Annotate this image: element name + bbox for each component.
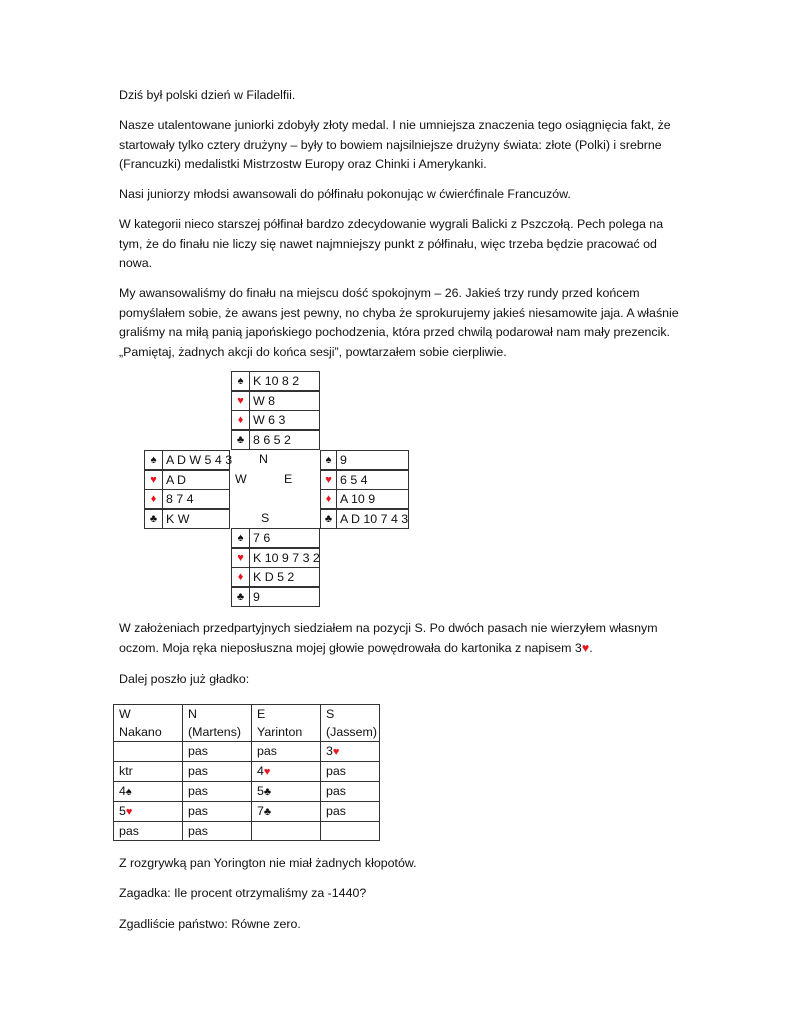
south-club-cards: 9	[249, 587, 320, 607]
south-diamond-cards: K D 5 2	[249, 567, 320, 587]
bid-cell	[252, 802, 321, 822]
bid-cell	[321, 762, 380, 782]
bid-text: pas	[119, 824, 139, 838]
west-spade-cards: A D W 5 4 3	[162, 450, 230, 470]
west-club-cards: K W	[162, 509, 230, 529]
bid-cell	[183, 802, 252, 822]
compass-east: E	[284, 472, 293, 486]
heart-icon: ♥	[581, 640, 590, 655]
bid-text: pas	[326, 784, 346, 798]
continuation-paragraph: Dalej poszło już gładko:	[119, 672, 250, 686]
north-heart-icon: ♥	[231, 391, 250, 411]
bid-cell	[114, 782, 183, 802]
south-spade-cards: 7 6	[249, 528, 320, 548]
compass-north: N	[259, 452, 268, 466]
compass-west: W	[235, 472, 247, 486]
bid-cell	[183, 782, 252, 802]
east-club-icon: ♣	[320, 509, 337, 529]
bid-cell	[183, 822, 252, 841]
bid-text: 3	[326, 744, 333, 758]
puzzle-paragraph: Zagadka: Ile procent otrzymaliśmy za -1440?	[119, 886, 367, 900]
header-player: Nakano	[119, 725, 162, 739]
bid-text: pas	[188, 744, 208, 758]
heart-icon: ♥	[263, 766, 271, 778]
bidding-header-west	[114, 705, 183, 742]
west-spade-icon: ♠	[144, 450, 163, 470]
bid-text: 4	[257, 764, 264, 778]
bid-text: pas	[188, 824, 208, 838]
bid-cell	[321, 782, 380, 802]
east-diamond-cards: A 10 9	[336, 489, 409, 509]
south-spade-icon: ♠	[231, 528, 250, 548]
north-club-cards: 8 6 5 2	[249, 430, 320, 450]
south-heart-cards: K 10 9 7 3 2	[249, 548, 320, 568]
east-heart-cards: 6 5 4	[336, 470, 409, 490]
bid-text: pas	[257, 744, 277, 758]
header-seat: E	[257, 707, 266, 721]
south-diamond-icon: ♦	[231, 567, 250, 587]
west-club-icon: ♣	[144, 509, 163, 529]
answer-paragraph: Zgadliście państwo: Równe zero.	[119, 917, 301, 931]
north-spade-icon: ♠	[231, 371, 250, 391]
bid-cell	[114, 822, 183, 841]
bid-cell	[114, 742, 183, 762]
bid-cell	[321, 802, 380, 822]
bid-cell	[183, 742, 252, 762]
north-club-icon: ♣	[231, 430, 250, 450]
south-club-icon: ♣	[231, 587, 250, 607]
bid-cell	[321, 822, 380, 841]
club-icon: ♣	[263, 786, 272, 798]
spade-icon: ♠	[125, 786, 132, 798]
bid-cell	[252, 782, 321, 802]
bid-text: 7	[257, 804, 264, 818]
bid-text: pas	[188, 784, 208, 798]
east-diamond-icon: ♦	[320, 489, 337, 509]
juniorzy-paragraph: Nasi juniorzy młodsi awansowali do półfinału pokonując w ćwierćfinale Francuzów.	[119, 187, 571, 201]
east-spade-cards: 9	[336, 450, 409, 470]
north-diamond-cards: W 6 3	[249, 410, 320, 430]
bidding-row	[114, 762, 380, 782]
bid-cell	[321, 742, 380, 762]
header-player: (Martens)	[188, 725, 242, 739]
bidding-table	[113, 704, 380, 841]
bidding-header-east	[252, 705, 321, 742]
bid-story-text: W założeniach przedpartyjnych siedziałem na pozycji S. Po dwóch pasach nie wierzyłem własnym oczom. Moja ręka nieposłuszna mojej głowie powędrowała do kartonika z napisem 3	[119, 621, 658, 655]
north-spade-cards: K 10 8 2	[249, 371, 320, 391]
bid-text: pas	[188, 764, 208, 778]
west-diamond-icon: ♦	[144, 489, 163, 509]
bidding-row	[114, 782, 380, 802]
bid-text: pas	[326, 764, 346, 778]
bid-cell	[183, 762, 252, 782]
north-diamond-icon: ♦	[231, 410, 250, 430]
bid-cell	[252, 742, 321, 762]
south-heart-icon: ♥	[231, 548, 250, 568]
bid-text: pas	[326, 804, 346, 818]
east-spade-icon: ♠	[320, 450, 337, 470]
bidding-header-row	[114, 705, 380, 742]
west-diamond-cards: 8 7 4	[162, 489, 230, 509]
header-player: Yarinton	[257, 725, 303, 739]
west-heart-cards: A D	[162, 470, 230, 490]
header-seat: N	[188, 707, 197, 721]
bid-text: 5	[257, 784, 264, 798]
east-heart-icon: ♥	[320, 470, 337, 490]
header-seat: S	[326, 707, 335, 721]
east-club-cards: A D 10 7 4 3	[336, 509, 409, 529]
bid-text: 5	[119, 804, 126, 818]
play-paragraph: Z rozgrywką pan Yorington nie miał żadnych kłopotów.	[119, 856, 417, 870]
period-mark: .	[589, 640, 593, 655]
heart-icon: ♥	[332, 746, 340, 758]
bid-story-paragraph	[119, 619, 679, 658]
bidding-header-north	[183, 705, 252, 742]
bid-cell	[252, 822, 321, 841]
bid-cell	[114, 762, 183, 782]
semifinal-paragraph: W kategorii nieco starszej półfinał bardzo zdecydowanie wygrali Balicki z Pszczołą. Pech polega na tym, że do finału nie liczy się nawet najmniejszy punkt z półfinału, więc trzeba będzie pracować od nowa.	[119, 217, 664, 271]
north-heart-cards: W 8	[249, 391, 320, 411]
final-paragraph: My awansowaliśmy do finału na miejscu dość spokojnym – 26. Jakieś trzy rundy przed końcem pomyślałem sobie, że awans jest pewny, no chyba że sprokurujemy jakieś niesamowite jaja. A właśnie graliśmy na miłą panią japońskiego pochodzenia, która przed chwilą podarował nam mały prezencik. „Pamiętaj, żadnych akcji do końca sesji”, powtarzałem sobie cierpliwie.	[119, 286, 679, 359]
heart-icon: ♥	[125, 806, 133, 818]
juniorki-paragraph: Nasze utalentowane juniorki zdobyły złoty medal. I nie umniejsza znaczenia tego osiągnięcia fakt, że startowały tylko cztery drużyny – były to bowiem najsilniejsze drużyny świata: złote (Polki) i srebrne (Francuzki) medalistki Mistrzostw Europy oraz Chinki i Amerykanki.	[119, 118, 671, 172]
bidding-header-south	[321, 705, 380, 742]
bid-text: ktr	[119, 764, 133, 778]
bidding-row	[114, 802, 380, 822]
bidding-table-body	[114, 705, 380, 841]
bidding-row	[114, 742, 380, 762]
club-icon: ♣	[263, 806, 272, 818]
header-player: (Jassem)	[326, 725, 377, 739]
bid-cell	[114, 802, 183, 822]
west-heart-icon: ♥	[144, 470, 163, 490]
bid-text: pas	[188, 804, 208, 818]
bid-text: 4	[119, 784, 126, 798]
compass-south: S	[261, 511, 270, 525]
bidding-row	[114, 822, 380, 841]
header-seat: W	[119, 707, 131, 721]
bid-cell	[252, 762, 321, 782]
intro-paragraph: Dziś był polski dzień w Filadelfii.	[119, 88, 296, 102]
